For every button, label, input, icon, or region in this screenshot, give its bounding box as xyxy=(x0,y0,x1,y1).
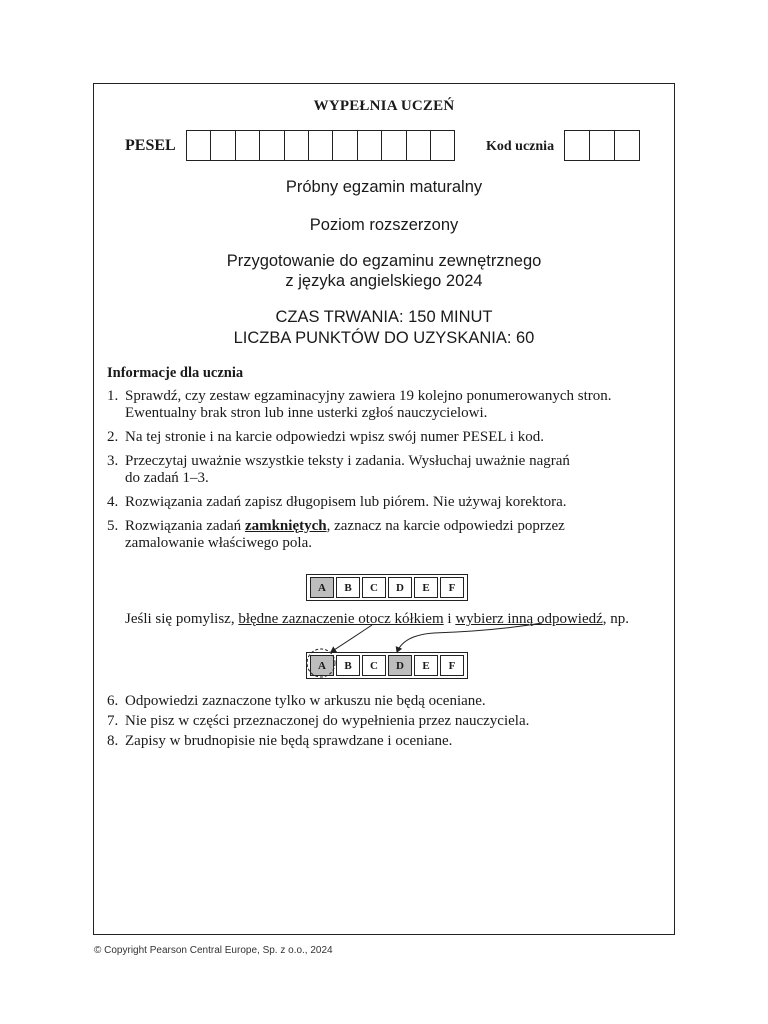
mistake-circle-instruction: błędne zaznaczenie otocz kółkiem xyxy=(238,611,444,627)
list-item xyxy=(107,388,652,422)
student-info-heading: Informacje dla ucznia xyxy=(107,365,244,381)
list-item xyxy=(107,453,652,487)
fill-by-student-heading: WYPEŁNIA UCZEŃ xyxy=(313,98,455,114)
pesel-digit-box[interactable] xyxy=(308,130,333,161)
student-code-digit-box[interactable] xyxy=(614,130,640,161)
pesel-digit-box[interactable] xyxy=(381,130,406,161)
item-number: 7. xyxy=(107,713,119,729)
item-text: Sprawdź, czy zestaw egzaminacyjny zawiera 19 kolejno ponumerowanych stron. xyxy=(125,388,612,404)
pesel-digit-box[interactable] xyxy=(186,130,211,161)
item-text-cont: do zadań 1–3. xyxy=(125,470,209,486)
pesel-digit-box[interactable] xyxy=(332,130,357,161)
item-text-cont: Ewentualny brak stron lub inne usterki zgłoś nauczycielowi. xyxy=(125,405,488,421)
item-number: 5. xyxy=(107,518,119,534)
list-item xyxy=(107,494,652,511)
answer-option-d[interactable]: D xyxy=(388,577,412,598)
pesel-digit-box[interactable] xyxy=(406,130,431,161)
item-text xyxy=(125,518,652,535)
pesel-label: PESEL xyxy=(125,137,176,154)
closed-tasks-emphasis: zamkniętych xyxy=(244,518,327,534)
exam-subject-line2: z języka angielskiego 2024 xyxy=(285,272,483,290)
item-number: 8. xyxy=(107,733,119,749)
answer-option-f[interactable]: F xyxy=(440,655,464,676)
list-item xyxy=(107,693,652,710)
mistake-text-mid: i xyxy=(443,611,456,627)
exam-subject xyxy=(94,251,674,291)
student-code-digit-box[interactable] xyxy=(589,130,615,161)
list-item xyxy=(107,733,652,750)
item-text: Odpowiedzi zaznaczone tylko w arkuszu nie będą oceniane. xyxy=(125,693,486,709)
item-text: Zapisy w brudnopisie nie będą sprawdzane i oceniane. xyxy=(125,733,453,749)
pesel-input-boxes[interactable] xyxy=(187,130,455,161)
answer-option-c[interactable]: C xyxy=(362,655,386,676)
pesel-digit-box[interactable] xyxy=(210,130,235,161)
exam-subject-line1: Przygotowanie do egzaminu zewnętrznego xyxy=(226,252,542,270)
answer-options xyxy=(308,577,464,598)
exam-level: Poziom rozszerzony xyxy=(309,216,459,234)
arrow-to-new-answer-icon xyxy=(397,623,542,652)
answer-option-a[interactable]: A xyxy=(310,577,334,598)
mistake-text-pre: Jeśli się pomylisz, xyxy=(125,611,239,627)
student-info-list xyxy=(107,388,652,552)
answer-option-e[interactable]: E xyxy=(414,577,438,598)
item-text: Na tej stronie i na karcie odpowiedzi wpisz swój numer PESEL i kod. xyxy=(125,429,544,445)
pesel-digit-box[interactable] xyxy=(284,130,309,161)
item-number: 4. xyxy=(107,494,119,510)
pesel-digit-box[interactable] xyxy=(430,130,455,161)
exam-meta xyxy=(94,307,674,349)
pesel-digit-box[interactable] xyxy=(235,130,260,161)
mistake-choose-other-instruction: wybierz inną odpowiedź xyxy=(455,611,603,627)
item-number: 6. xyxy=(107,693,119,709)
student-code-label: Kod ucznia xyxy=(486,139,555,154)
answer-option-e[interactable]: E xyxy=(414,655,438,676)
exam-max-points: LICZBA PUNKTÓW DO UZYSKANIA: 60 xyxy=(233,329,535,347)
pesel-digit-box[interactable] xyxy=(357,130,382,161)
copyright-footer: © Copyright Pearson Central Europe, Sp. z o.o., 2024 xyxy=(94,945,333,956)
answer-option-d[interactable]: D xyxy=(388,655,412,676)
error-circle-icon xyxy=(304,646,338,680)
exam-title: Próbny egzamin maturalny xyxy=(285,178,483,196)
student-info-list-continued xyxy=(107,693,652,750)
item-text-part: Rozwiązania zadań xyxy=(125,518,245,534)
answer-option-f[interactable]: F xyxy=(440,577,464,598)
answer-option-b[interactable]: B xyxy=(336,655,360,676)
student-code-input-boxes[interactable] xyxy=(565,130,640,161)
item-text-part: , zaznacz na karcie odpowiedzi poprzez xyxy=(326,518,565,534)
answer-option-a[interactable]: A xyxy=(310,655,334,676)
mistake-text-post: , np. xyxy=(602,611,630,627)
list-item xyxy=(107,429,652,446)
item-text: Nie pisz w części przeznaczonej do wypełnienia przez nauczyciela. xyxy=(125,713,530,729)
answer-option-b[interactable]: B xyxy=(336,577,360,598)
item-number: 2. xyxy=(107,429,119,445)
answer-example-corrected xyxy=(306,652,468,679)
list-item xyxy=(107,713,652,730)
item-text: Rozwiązania zadań zapisz długopisem lub piórem. Nie używaj korektora. xyxy=(125,494,567,510)
answer-example-correct xyxy=(306,574,468,601)
pesel-digit-box[interactable] xyxy=(259,130,284,161)
item-number: 1. xyxy=(107,388,119,404)
item-text: Przeczytaj uważnie wszystkie teksty i zadania. Wysłuchaj uważnie nagrań xyxy=(125,453,570,469)
student-code-digit-box[interactable] xyxy=(564,130,590,161)
answer-options-box xyxy=(306,574,468,601)
exam-duration: CZAS TRWANIA: 150 MINUT xyxy=(275,308,493,326)
item-text-cont: zamalowanie właściwego pola. xyxy=(125,535,313,551)
list-item xyxy=(107,518,652,552)
answer-option-c[interactable]: C xyxy=(362,577,386,598)
item-number: 3. xyxy=(107,453,119,469)
exam-cover-frame xyxy=(93,83,675,935)
